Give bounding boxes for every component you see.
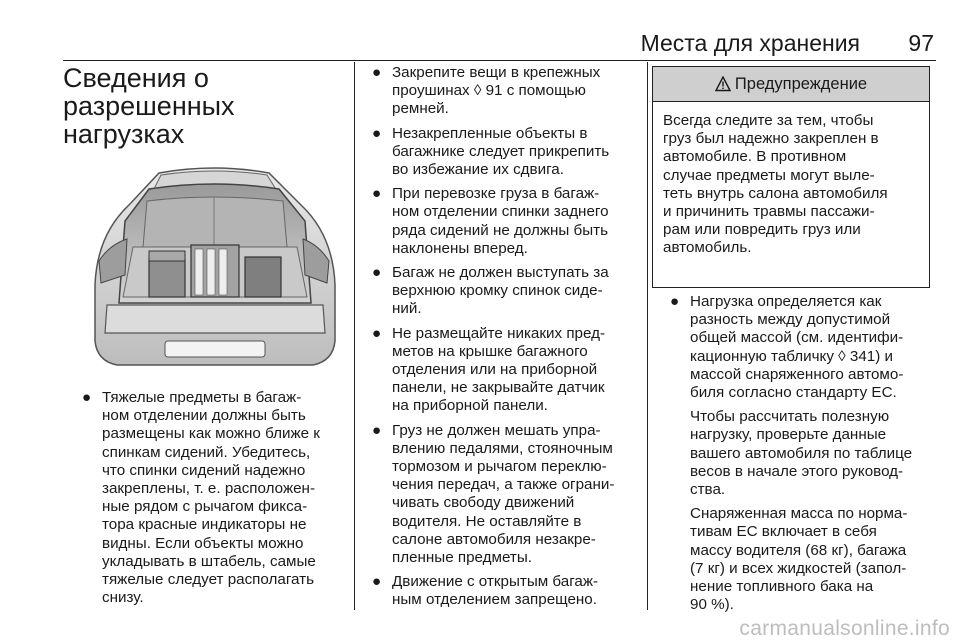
list-item [372, 264, 637, 319]
warning-text: Всегда следите за тем, чтобы груз был надежно закреплен в автомобиле. В противном случае предметы могут выле- теть внутрь салона автомобиля и причинить травмы пассажи- рам или повредить груз или автомобиль. [663, 112, 888, 257]
header-rule [63, 60, 936, 61]
list-item [372, 573, 637, 609]
car-trunk-illustration [89, 165, 339, 377]
section-title-line-2: разрешенных [63, 91, 235, 121]
list-item [372, 422, 637, 568]
bullet-dot: ● [372, 324, 382, 342]
list-item-text: Закрепите вещи в крепежных проушинах ◊ 91 с помощью ремней. [392, 64, 601, 118]
warning-title: Предупреждение [734, 74, 868, 93]
bullet-dot: ● [372, 185, 382, 203]
column-divider-1 [354, 62, 355, 610]
page-number: 97 [908, 30, 934, 56]
list-item [372, 325, 637, 416]
bullet-dot: ● [372, 573, 382, 591]
warning-triangle-icon [715, 76, 731, 92]
bullet-dot: ● [372, 264, 382, 282]
section-title [63, 64, 343, 148]
column-2 [372, 64, 637, 616]
list-item-text: Тяжелые предметы в багаж- ном отделении должны быть размещены как можно ближе к спинкам сидений. Убедитесь, что спинки сидений надежно закреплены, т. е. расположен- ные рядом с рычагом фикса- тора красные индикаторы не видны. Если объекты можно укладывать в штабель, самые тяжелые следует располагать снизу. [102, 389, 320, 607]
paragraph: Снаряженная масса по норма- тивам ЕС включает в себя массу водителя (68 кг), багажа (7 кг) и всех жидкостей (запол- нение топливного бака на 90 %). [690, 505, 908, 614]
warning-box [652, 66, 930, 288]
column-divider-2 [647, 62, 648, 610]
paragraph: Чтобы рассчитать полезную нагрузку, проверьте данные вашего автомобиля по таблице весов в начале этого руковод- ства. [690, 408, 913, 499]
list-item [372, 125, 637, 180]
list-item-text: Не размещайте никаких пред- метов на крышке багажного отделения или на приборной панели, не закрывайте датчик на приборной панели. [392, 324, 606, 415]
bullet-dot: ● [372, 64, 382, 81]
bullet-dot: ● [670, 293, 680, 310]
watermark: carmanualsonline.info [739, 617, 950, 640]
column-1 [82, 389, 346, 613]
section-title-line-3: нагрузках [63, 119, 185, 149]
list-item-text: Движение с открытым багаж- ным отделением запрещено. [392, 573, 599, 609]
warning-header [653, 67, 929, 102]
car-trunk-drawing [89, 165, 339, 377]
bullet-dot: ● [82, 389, 92, 406]
list-item-text: Багаж не должен выступать за верхнюю кромку спинок сиде- ний. [392, 264, 609, 318]
running-header-title: Места для хранения [640, 30, 860, 56]
list-item [372, 64, 637, 119]
bullet-dot: ● [372, 421, 382, 439]
list-item-text: Нагрузка определяется как разность между допустимой общей массой (см. идентифи- кационную табличку ◊ 341) и массой снаряженного автомо- биля согласно стандарту ЕС. [690, 293, 904, 402]
list-item [82, 389, 346, 607]
list-item-text: При перевозке груза в багаж- ном отделении спинки заднего ряда сидений не должны быть наклонены вперед. [392, 185, 609, 257]
section-title-line-1: Сведения о [63, 63, 209, 93]
column-3 [670, 293, 938, 620]
list-item [670, 293, 938, 402]
list-item [372, 185, 637, 258]
list-item-text: Незакрепленные объекты в багажнике следует прикрепить во избежание их сдвига. [392, 124, 610, 179]
bullet-dot: ● [372, 124, 382, 142]
list-item-text: Груз не должен мешать упра- влению педалями, стояночным тормозом и рычагом переклю- чения передач, а также ограни- чивать свободу движений водителя. Не оставляйте в салоне автомобиля незакре- пленные предметы. [392, 421, 615, 567]
